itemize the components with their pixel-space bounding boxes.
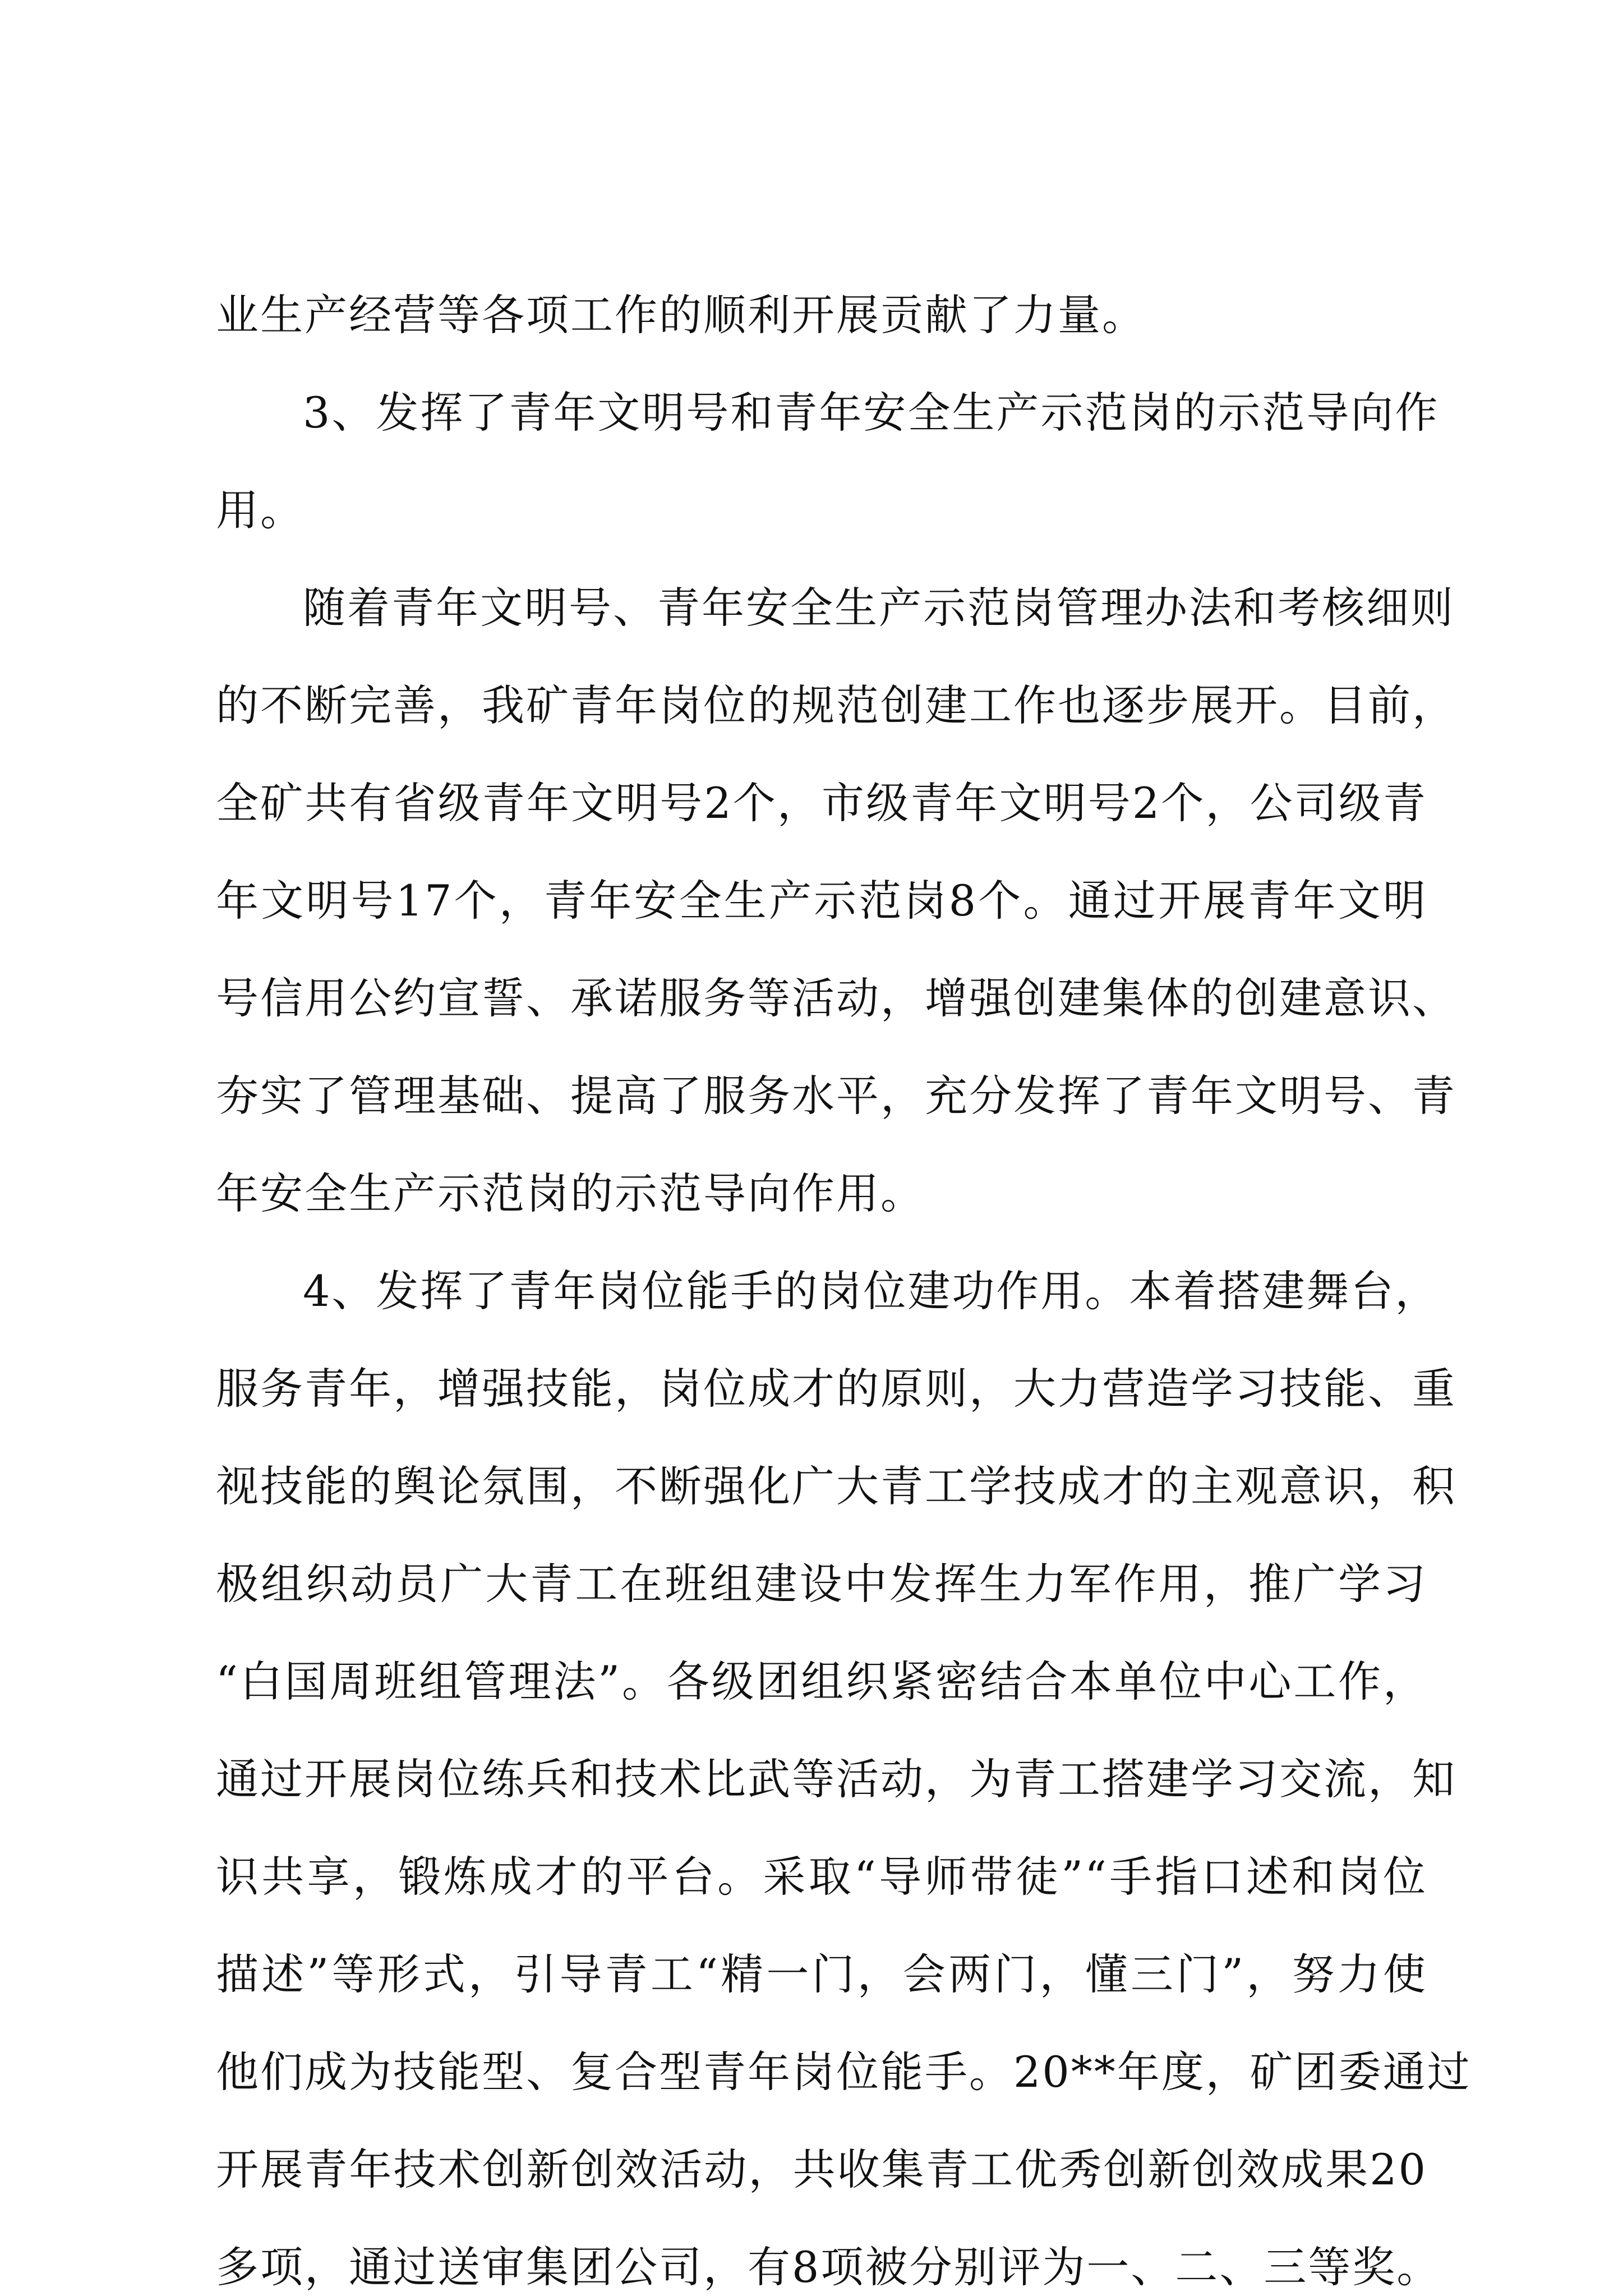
text-line-7: 年文明号17个，青年安全生产示范岗8个。通过开展青年文明 bbox=[216, 876, 1427, 926]
text-line-5: 的不断完善，我矿青年岗位的规范创建工作也逐步展开。目前， bbox=[216, 680, 1456, 730]
text-line-8: 号信用公约宣誓、承诺服务等活动，增强创建集体的创建意识、 bbox=[216, 973, 1456, 1023]
text-line-4: 随着青年文明号、青年安全生产示范岗管理办法和考核细则 bbox=[303, 583, 1455, 633]
text-line-6: 全矿共有省级青年文明号2个，市级青年文明号2个，公司级青 bbox=[216, 778, 1427, 828]
text-line-19: 他们成为技能型、复合型青年岗位能手。20**年度，矿团委通过 bbox=[216, 2047, 1472, 2097]
text-line-20: 开展青年技术创新创效活动，共收集青工优秀创新创效成果20 bbox=[216, 2145, 1427, 2194]
text-line-11: 4、发挥了青年岗位能手的岗位建功作用。本着搭建舞台， bbox=[303, 1266, 1440, 1316]
text-line-18: 描述”等形式，引导青工“精一门，会两门，懂三门”，努力使 bbox=[216, 1949, 1427, 1999]
text-line-15: “白国周班组管理法”。各级团组织紧密结合本单位中心工作， bbox=[216, 1657, 1427, 1706]
text-line-10: 年安全生产示范岗的示范导向作用。 bbox=[216, 1168, 925, 1218]
text-line-12: 服务青年，增强技能，岗位成才的原则，大力营造学习技能、重 bbox=[216, 1364, 1456, 1414]
text-line-9: 夯实了管理基础、提高了服务水平，充分发挥了青年文明号、青 bbox=[216, 1071, 1456, 1121]
text-line-13: 视技能的舆论氛围，不断强化广大青工学技成才的主观意识，积 bbox=[216, 1461, 1456, 1511]
text-line-3: 用。 bbox=[216, 485, 305, 535]
text-line-17: 识共享，锻炼成才的平台。采取“导师带徒”“手指口述和岗位 bbox=[216, 1852, 1427, 1902]
text-line-16: 通过开展岗位练兵和技术比武等活动，为青工搭建学习交流，知 bbox=[216, 1754, 1456, 1804]
text-line-2: 3、发挥了青年文明号和青年安全生产示范岗的示范导向作 bbox=[303, 388, 1440, 438]
text-line-1: 业生产经营等各项工作的顺利开展贡献了力量。 bbox=[216, 290, 1146, 340]
text-line-21: 多项，通过送审集团公司，有8项被分别评为一、二、三等奖。 bbox=[216, 2242, 1441, 2292]
text-line-14: 极组织动员广大青工在班组建设中发挥生力军作用，推广学习 bbox=[216, 1559, 1427, 1609]
